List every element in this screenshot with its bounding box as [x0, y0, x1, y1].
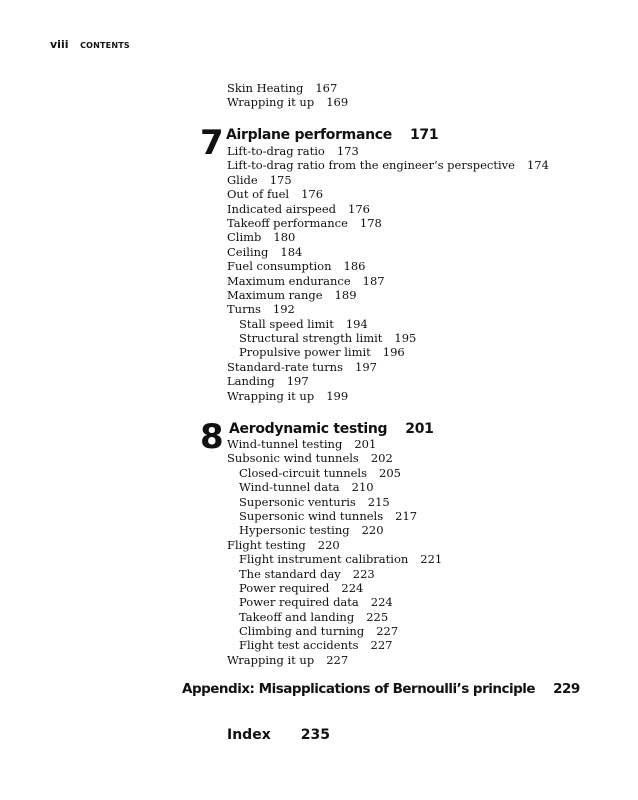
toc-entry-title: Subsonic wind tunnels [227, 451, 359, 465]
toc-entry-title: Wrapping it up [227, 95, 315, 109]
toc-entry-title: Takeoff performance [227, 216, 348, 230]
toc-entry[interactable] [227, 360, 377, 374]
toc-entry-page: 194 [345, 317, 368, 331]
index-page: 235 [300, 727, 330, 743]
toc-entry-page: 227 [370, 638, 393, 652]
toc-entry-page: 176 [348, 202, 370, 216]
toc-entry-page: 220 [361, 523, 384, 537]
appendix-title: Appendix: Misapplications of Bernoulli’s principle [182, 681, 536, 697]
toc-entry[interactable] [227, 302, 295, 316]
running-header-label: CONTENTS [80, 41, 130, 50]
toc-entry[interactable] [227, 173, 292, 187]
toc-subentry[interactable] [239, 595, 393, 609]
toc-entry-page: 217 [395, 509, 418, 523]
toc-entry[interactable] [227, 158, 549, 172]
chapter-8-title: Aerodynamic testing [229, 421, 388, 437]
toc-entry-title: Closed-circuit tunnels [239, 466, 367, 480]
toc-subentry[interactable] [239, 567, 375, 581]
toc-entry-title: Maximum endurance [227, 274, 351, 288]
chapter-7-number: 7 [200, 123, 224, 163]
toc-entry-page: 169 [326, 95, 349, 109]
toc-entry-page: 167 [315, 81, 338, 95]
toc-entry-title: Climb [227, 230, 262, 244]
toc-entry-page: 180 [273, 230, 296, 244]
toc-entry-title: Flight instrument calibration [239, 552, 409, 566]
toc-entry-page: 192 [272, 302, 295, 316]
chapter-8-heading[interactable] [229, 420, 434, 438]
toc-entry[interactable] [227, 451, 393, 465]
toc-entry-page: 174 [526, 158, 549, 172]
toc-entry-title: Flight test accidents [239, 638, 359, 652]
toc-subentry[interactable] [239, 610, 388, 624]
toc-subentry[interactable] [239, 552, 442, 566]
toc-entry[interactable] [227, 187, 323, 201]
toc-entry-title: Flight testing [227, 538, 306, 552]
toc-entry-title: Power required [239, 581, 330, 595]
toc-entry-page: 201 [354, 437, 377, 451]
page-number: viii [50, 38, 69, 51]
toc-entry-page: 176 [301, 187, 324, 201]
toc-entry-title: Lift-to-drag ratio [227, 144, 325, 158]
toc-entry-title: Landing [227, 374, 275, 388]
toc-entry-page: 197 [286, 374, 309, 388]
toc-entry-page: 224 [341, 581, 364, 595]
toc-entry[interactable] [227, 230, 295, 244]
chapter-8-page: 201 [405, 421, 434, 437]
running-header [50, 33, 130, 52]
toc-entry[interactable] [227, 389, 348, 403]
toc-subentry[interactable] [239, 495, 390, 509]
toc-entry-title: Turns [227, 302, 261, 316]
toc-entry-title: Wind-tunnel data [239, 480, 340, 494]
toc-entry-page: 184 [280, 245, 303, 259]
chapter-8-number: 8 [200, 417, 224, 457]
appendix-page: 229 [553, 681, 580, 697]
toc-entry[interactable] [227, 245, 302, 259]
toc-entry-page: 221 [420, 552, 443, 566]
toc-entry-page: 199 [326, 389, 349, 403]
toc-entry-title: Propulsive power limit [239, 345, 371, 359]
appendix-heading[interactable] [182, 681, 580, 697]
toc-entry-title: Wrapping it up [227, 653, 315, 667]
toc-entry-page: 224 [370, 595, 393, 609]
toc-subentry[interactable] [239, 480, 374, 494]
toc-entry-page: 196 [382, 345, 405, 359]
toc-entry-title: Lift-to-drag ratio from the engineer’s perspective [227, 158, 515, 172]
toc-entry-page: 202 [370, 451, 393, 465]
toc-entry-page: 210 [351, 480, 374, 494]
toc-subentry[interactable] [239, 331, 416, 345]
chapter-7-page: 171 [409, 127, 439, 143]
toc-subentry[interactable] [239, 509, 417, 523]
index-title: Index [227, 727, 271, 743]
toc-entry[interactable] [227, 374, 309, 388]
toc-entry-page: 225 [366, 610, 389, 624]
toc-entry-title: Maximum range [227, 288, 323, 302]
toc-subentry[interactable] [239, 624, 398, 638]
toc-entry-title: Structural strength limit [239, 331, 383, 345]
toc-subentry[interactable] [239, 345, 405, 359]
toc-entry-page: 186 [343, 259, 366, 273]
toc-entry[interactable] [227, 653, 348, 667]
toc-entry-title: Ceiling [227, 245, 269, 259]
toc-entry-page: 227 [376, 624, 399, 638]
toc-entry-title: Out of fuel [227, 187, 290, 201]
toc-entry-title: Skin Heating [227, 81, 304, 95]
toc-entry[interactable] [227, 538, 340, 552]
toc-entry-page: 205 [379, 466, 401, 480]
index-heading[interactable] [227, 727, 330, 743]
toc-entry-page: 223 [352, 567, 375, 581]
toc-entry-title: Standard-rate turns [227, 360, 343, 374]
toc-entry-title: Indicated airspeed [227, 202, 336, 216]
toc-entry[interactable] [227, 144, 359, 158]
toc-entry[interactable] [227, 274, 385, 288]
toc-entry[interactable] [227, 202, 370, 216]
toc-subentry[interactable] [239, 317, 368, 331]
toc-subentry[interactable] [239, 581, 363, 595]
toc-subentry[interactable] [239, 466, 401, 480]
toc-entry-title: Supersonic venturis [239, 495, 356, 509]
toc-entry-title: Wrapping it up [227, 389, 315, 403]
toc-entry-title: Glide [227, 173, 258, 187]
toc-entry-page: 173 [336, 144, 359, 158]
toc-entry-page: 195 [394, 331, 417, 345]
toc-entry-title: Fuel consumption [227, 259, 332, 273]
toc-entry-page: 220 [317, 538, 340, 552]
toc-entry[interactable] [227, 259, 365, 273]
toc-entry-title: Takeoff and landing [239, 610, 355, 624]
toc-entry-page: 175 [269, 173, 292, 187]
toc-entry-page: 197 [355, 360, 377, 374]
toc-entry[interactable] [227, 81, 337, 95]
toc-entry-title: Stall speed limit [239, 317, 334, 331]
toc-entry[interactable] [227, 288, 357, 302]
toc-entry-page: 178 [359, 216, 382, 230]
toc-entry-page: 187 [362, 274, 385, 288]
toc-entry-title: Hypersonic testing [239, 523, 350, 537]
toc-entry-page: 215 [367, 495, 390, 509]
toc-subentry[interactable] [239, 523, 384, 537]
toc-entry-title: Climbing and turning [239, 624, 365, 638]
toc-entry-title: Supersonic wind tunnels [239, 509, 384, 523]
toc-subentry[interactable] [239, 638, 392, 652]
chapter-7-title: Airplane performance [226, 127, 392, 143]
toc-entry-title: Wind-tunnel testing [227, 437, 343, 451]
toc-entry-title: Power required data [239, 595, 359, 609]
toc-entry[interactable] [227, 216, 382, 230]
toc-entry-title: The standard day [239, 567, 341, 581]
toc-entry-page: 227 [326, 653, 349, 667]
toc-entry[interactable] [227, 95, 348, 109]
toc-entry-page: 189 [334, 288, 357, 302]
toc-entry[interactable] [227, 437, 376, 451]
chapter-7-heading[interactable] [226, 126, 438, 144]
